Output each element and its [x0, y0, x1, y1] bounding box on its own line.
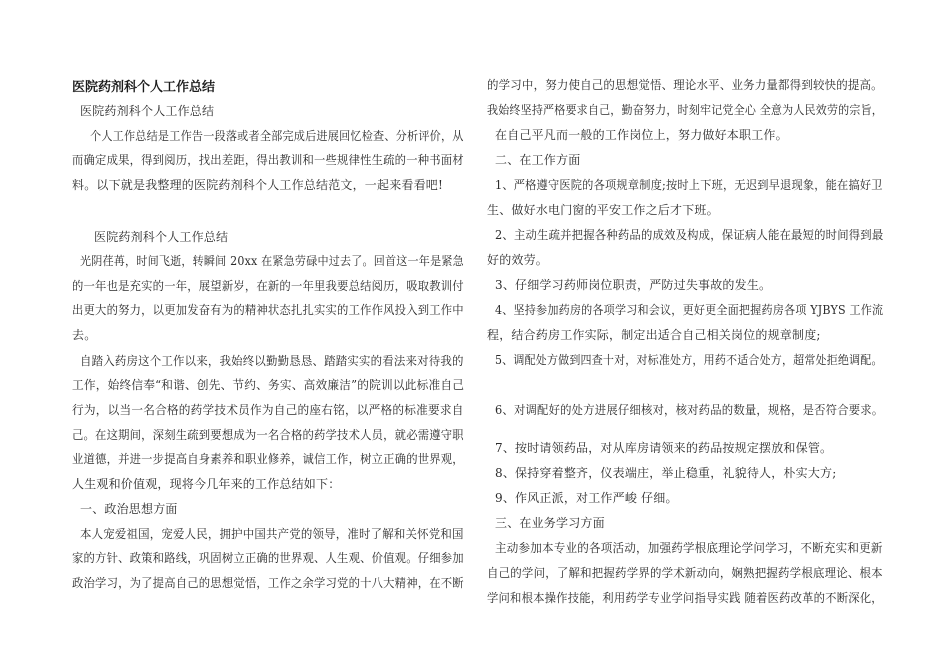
section-heading: 一、政治思想方面: [80, 502, 178, 516]
paragraph-line: 行为，以当一名合格的药学技术员作为自己的座右铭，以严格的标准要求自: [72, 403, 464, 417]
list-item: 2、主动生疏并把握各种药品的成效及构成，保证病人能在最短的时间得到最: [495, 228, 884, 242]
paragraph-line: 在自己平凡而一般的工作岗位上，努力做好本职工作。: [495, 128, 788, 142]
paragraph-line: 去。: [72, 328, 97, 342]
paragraph-line: 个人工作总结是工作告一段落或者全部完成后进展回忆检查、分析评价，从: [90, 129, 464, 143]
list-item: 生、做好水电门窗的平安工作之后才下班。: [487, 203, 719, 217]
paragraph-line: 的一年也是充实的一年，展望新岁，在新的一年里我要总结阅历，吸取教训付: [72, 279, 464, 293]
paragraph-line: 医院药剂科个人工作总结: [94, 230, 229, 244]
paragraph-line: 而确定成果，得到阅历，找出差距，得出教训和一些规律性生疏的一种书面材: [72, 153, 464, 167]
paragraph-line: 自己的学问，了解和把握药学界的学术新动向，娴熟把握药学根底理论、根本: [487, 566, 883, 580]
paragraph-line: 光阴荏苒，时间飞逝，转瞬间 20xx 在紧急劳碌中过去了。回首这一年是紧急: [80, 254, 464, 268]
list-item: 8、保持穿着整齐，仪表端庄，举止稳重，礼貌待人，朴实大方;: [495, 466, 837, 480]
list-item: 5、调配处方做到四查十对，对标准处方，用药不适合处方，超常处拒绝调配。: [495, 353, 883, 367]
paragraph-line: 工作，始终信奉“和谐、创先、节约、务实、高效廉洁”的院训以此标准自己: [72, 378, 465, 392]
paragraph-line: 学问和根本操作技能，利用药学专业学问指导实践 随着医药改革的不断深化，: [487, 591, 883, 605]
paragraph-line: 人生观和价值观，现将今几年来的工作总结如下：: [72, 477, 341, 491]
section-heading: 二、在工作方面: [495, 153, 581, 167]
paragraph-line: 我始终坚持严格要求自己，勤奋努力，时刻牢记党全心 全意为人民效劳的宗旨，: [487, 103, 884, 117]
list-item: 4、坚持参加药房的各项学习和会议，更好更全面把握药房各项 YJBYS 工作流: [495, 303, 884, 317]
list-item: 7、按时请领药品，对从库房请领来的药品按规定摆放和保管。: [495, 441, 833, 455]
list-item: 9、作风正派，对工作严峻 仔细。: [495, 491, 678, 505]
list-item: 好的效劳。: [487, 253, 549, 267]
paragraph-line: 己。在这期间，深刻生疏到要想成为一名合格的药学技术人员，就必需遵守职: [72, 428, 464, 442]
paragraph-line: 主动参加本专业的各项活动，加强药学根底理论学问学习，不断充实和更新: [495, 541, 883, 555]
paragraph-line: 料。以下就是我整理的医院药剂科个人工作总结范文，一起来看看吧!: [72, 178, 444, 192]
list-item: 3、仔细学习药师岗位职责，严防过失事故的发生。: [495, 278, 772, 292]
list-item: 1、严格遵守医院的各项规章制度;按时上下班，无迟到早退现象，能在搞好卫: [495, 178, 883, 192]
paragraph-line: 政治学习，为了提高自己的思想觉悟，工作之余学习党的十八大精神，在不断: [72, 576, 464, 590]
section-heading: 三、在业务学习方面: [495, 516, 605, 530]
paragraph-line: 医院药剂科个人工作总结: [80, 104, 215, 118]
paragraph-line: 本人宠爱祖国，宠爱人民，拥护中国共产党的领导，准时了解和关怀党和国: [80, 527, 464, 541]
paragraph-line: 出更大的努力，以更加发奋有为的精神状态扎扎实实的工作作风投入到工作中: [72, 303, 464, 317]
paragraph-line: 自踏入药房这个工作以来，我始终以勤勤恳恳、踏踏实实的看法来对待我的: [80, 354, 464, 368]
list-item: 6、对调配好的处方进展仔细核对，核对药品的数量，规格，是否符合要求。: [495, 403, 884, 417]
paragraph-line: 家的方针、政策和路线，巩固树立正确的世界观、人生观、价值观。仔细参加: [72, 551, 464, 565]
document-title: 医院药剂科个人工作总结: [72, 80, 216, 95]
paragraph-line: 业道德，并进一步提高自身素养和职业修养，诚信工作，树立正确的世界观，: [72, 452, 464, 466]
paragraph-line: 的学习中，努力使自己的思想觉悟、理论水平、业务力量都得到较快的提高。: [487, 78, 883, 92]
list-item: 程，结合药房工作实际，制定出适合自己相关岗位的规章制度;: [487, 328, 821, 342]
